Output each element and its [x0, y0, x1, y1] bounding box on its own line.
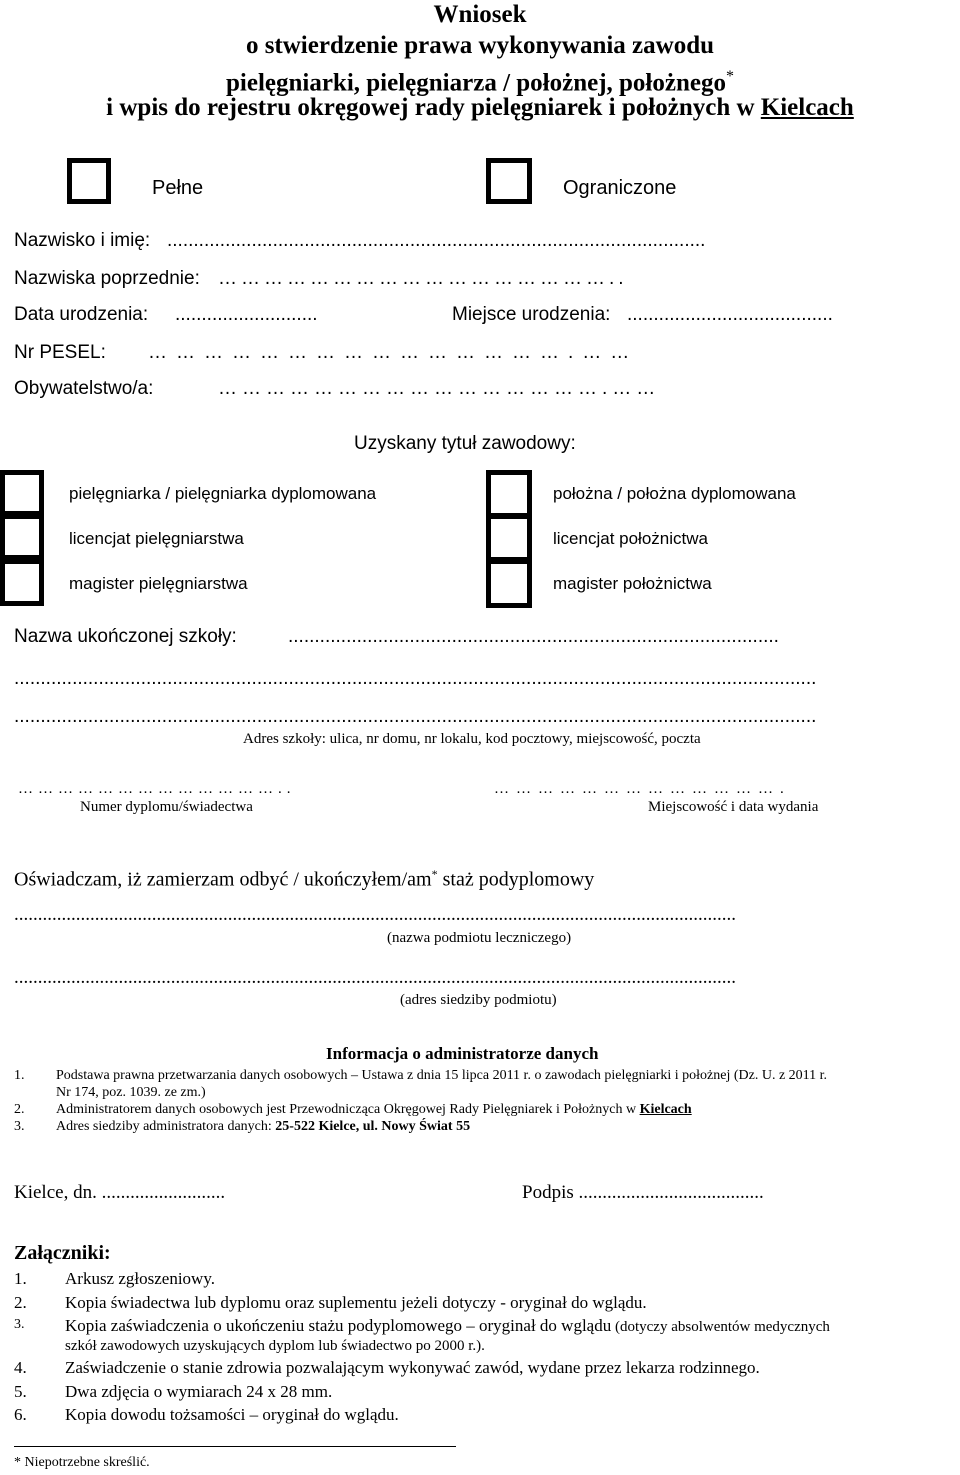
attachment-num-3: 3. — [14, 1317, 25, 1332]
footnote-mark: * — [725, 68, 734, 85]
internship-statement-end: staż podyplomowy — [437, 868, 595, 891]
admin-info-item-2 — [56, 1101, 692, 1118]
attachment-item-1: Arkusz zgłoszeniowy. — [65, 1269, 215, 1288]
previous-names-field[interactable]: …………………………………………….. — [218, 268, 628, 289]
school-address-caption: Adres szkoły: ulica, nr domu, nr lokalu, kod pocztowy, miejscowość, poczta — [243, 731, 701, 747]
attachment-num-6: 6. — [14, 1405, 27, 1424]
admin-info-heading: Informacja o administratorze danych — [326, 1044, 599, 1063]
checkbox-nurse[interactable] — [0, 470, 44, 516]
attachment-item-6: Kopia dowodu tożsamości – oryginał do wglądu. — [65, 1405, 399, 1424]
diploma-number-field[interactable]: ………………………………….. — [18, 781, 296, 797]
signature-field[interactable]: Podpis ....................................... — [522, 1182, 764, 1203]
footnote-divider — [14, 1446, 456, 1447]
school-name-field-2[interactable]: ........................................................................................................................................................ — [14, 668, 817, 689]
admin-info-num-2: 2. — [14, 1102, 25, 1117]
admin-info-item-3 — [56, 1118, 470, 1135]
birth-date-field[interactable]: ........................... — [175, 304, 318, 325]
title-nurse-label: pielęgniarka / pielęgniarka dyplomowana — [69, 484, 377, 503]
form-title: Wniosek — [433, 1, 527, 28]
pesel-field[interactable]: ……………………………………….…… — [148, 342, 639, 363]
professional-title-heading: Uzyskany tytuł zawodowy: — [354, 433, 576, 454]
attachment-item-2: Kopia świadectwa lub dyplomu oraz suplementu jeżeli dotyczy - oryginał do wglądu. — [65, 1293, 647, 1312]
place-date-field[interactable]: Kielce, dn. .......................... — [14, 1182, 226, 1203]
previous-names-label: Nazwiska poprzednie: — [14, 268, 200, 289]
issue-place-date-field[interactable]: …………………………………. — [494, 781, 791, 797]
attachment-item-4: Zaświadczenie o stanie zdrowia pozwalającym wykonywać zawód, wydane przez lekarza rodzinnego. — [65, 1358, 760, 1377]
admin-info-item-2-text: Administratorem danych osobowych jest Przewodnicząca Okręgowej Rady Pielęgniarek i Położnych w — [56, 1102, 640, 1117]
birth-place-field[interactable]: ....................................... — [627, 304, 833, 325]
birth-date-label: Data urodzenia: — [14, 304, 149, 325]
title-midwifery-bachelor-label: licencjat położnictwa — [553, 529, 708, 548]
attachment-item-3-note: (dotyczy absolwentów medycznych — [611, 1319, 830, 1335]
school-name-label: Nazwa ukończonej szkoły: — [14, 626, 237, 647]
checkbox-midwife[interactable] — [486, 470, 532, 518]
diploma-number-caption: Numer dyplomu/świadectwa — [80, 799, 253, 815]
name-field[interactable]: ...................................................................................................... — [167, 230, 706, 251]
title-midwifery-master-label: magister położnictwa — [553, 574, 712, 593]
internship-footnote-mark: * — [431, 867, 438, 881]
pesel-label: Nr PESEL: — [14, 342, 106, 363]
checkbox-midwifery-bachelor[interactable] — [486, 514, 532, 562]
admin-info-num-1: 1. — [14, 1068, 25, 1083]
attachment-num-4: 4. — [14, 1358, 27, 1377]
attachments-heading: Załączniki: — [14, 1242, 111, 1264]
checkbox-full[interactable] — [67, 158, 111, 204]
admin-info-num-3: 3. — [14, 1119, 25, 1134]
citizenship-label: Obywatelstwo/a: — [14, 378, 154, 399]
attachment-item-3-text: Kopia zaświadczenia o ukończeniu stażu podyplomowego – oryginał do wglądu — [65, 1316, 612, 1335]
subtitle-3-text: i wpis do rejestru okręgowej rady pielęgniarek i położnych w — [106, 94, 761, 121]
citizenship-field[interactable]: ………………………………………….…… — [218, 378, 661, 399]
school-name-field[interactable]: ............................................................................................. — [288, 626, 779, 647]
subtitle-2-text: pielęgniarki, pielęgniarza / położnej, położnego — [226, 69, 726, 97]
name-label: Nazwisko i imię: — [14, 230, 151, 251]
attachment-num-5: 5. — [14, 1382, 27, 1401]
checkbox-nursing-master[interactable] — [0, 559, 44, 606]
healthcare-entity-address-field[interactable]: ........................................................................................................................................................ — [14, 967, 736, 988]
internship-statement-text: Oświadczam, iż zamierzam odbyć / ukończyłem/am — [14, 868, 432, 891]
checkbox-midwifery-master[interactable] — [486, 559, 532, 608]
internship-statement — [14, 867, 594, 892]
label-limited: Ograniczone — [563, 177, 677, 199]
checkbox-nursing-bachelor[interactable] — [0, 514, 44, 560]
admin-info-item-1: Podstawa prawna przetwarzania danych osobowych – Ustawa z dnia 15 lipca 2011 r. o zawodach pielęgniarki i położnej (Dz. U. z 2011 r. — [56, 1068, 828, 1083]
footnote-text: * Niepotrzebne skreślić. — [14, 1455, 150, 1470]
attachment-item-3-cont: szkół zawodowych uzyskujących dyplom lub świadectwo po 2000 r.). — [65, 1338, 485, 1354]
admin-info-item-3-text: Adres siedziby administratora danych: — [56, 1119, 276, 1134]
birth-place-label: Miejsce urodzenia: — [452, 304, 611, 325]
form-subtitle-3 — [0, 93, 960, 123]
admin-info-item-1-cont: Nr 174, poz. 1039. ze zm.) — [56, 1085, 206, 1100]
checkbox-limited[interactable] — [486, 158, 532, 204]
title-nursing-bachelor-label: licencjat pielęgniarstwa — [69, 529, 244, 548]
subtitle-3-city: Kielcach — [760, 94, 854, 121]
healthcare-entity-name-caption: (nazwa podmiotu leczniczego) — [387, 930, 572, 946]
title-midwife-label: położna / położna dyplomowana — [553, 484, 796, 503]
admin-info-item-2-city: Kielcach — [639, 1102, 692, 1117]
form-subtitle-1: o stwierdzenie prawa wykonywania zawodu — [245, 32, 715, 59]
issue-place-date-caption: Miejscowość i data wydania — [648, 799, 819, 815]
admin-info-item-3-address: 25-522 Kielce, ul. Nowy Świat 55 — [275, 1119, 471, 1134]
school-address-field[interactable]: ........................................................................................................................................................ — [14, 706, 817, 727]
healthcare-entity-address-caption: (adres siedziby podmiotu) — [400, 992, 557, 1008]
attachment-num-2: 2. — [14, 1293, 27, 1312]
attachment-item-3 — [65, 1316, 830, 1336]
label-full: Pełne — [152, 177, 204, 199]
attachment-num-1: 1. — [14, 1269, 27, 1288]
attachment-item-5: Dwa zdjęcia o wymiarach 24 x 28 mm. — [65, 1382, 333, 1401]
title-nursing-master-label: magister pielęgniarstwa — [69, 574, 248, 593]
healthcare-entity-name-field[interactable]: ........................................................................................................................................................ — [14, 904, 736, 925]
